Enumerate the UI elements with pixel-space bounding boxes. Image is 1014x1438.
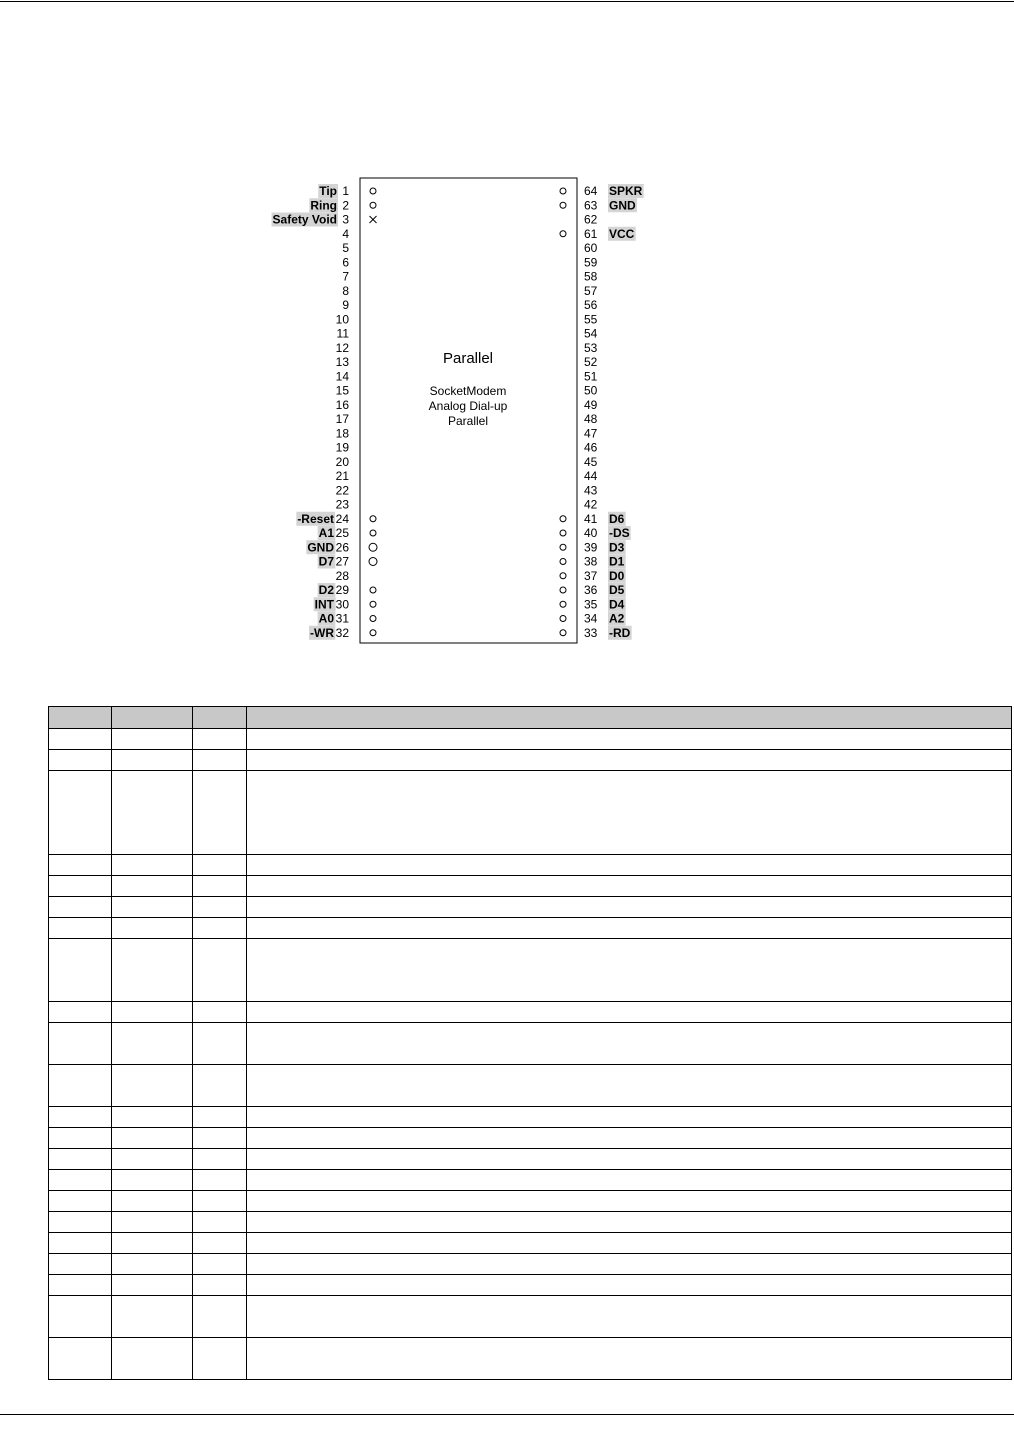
pin-label-right: SPKR bbox=[609, 184, 643, 198]
pin-number-left: 31 bbox=[335, 611, 349, 626]
pin-label-right: D4 bbox=[609, 597, 625, 612]
table-cell bbox=[193, 1107, 247, 1128]
table-cell bbox=[247, 939, 1012, 1002]
pin-description-table bbox=[48, 706, 1012, 1380]
table-cell bbox=[247, 1338, 1012, 1380]
table-row bbox=[49, 1002, 1012, 1023]
pin-number-left: 29 bbox=[335, 583, 349, 597]
table-cell bbox=[49, 1191, 112, 1212]
table-cell bbox=[112, 771, 193, 855]
pin-64-hole bbox=[560, 188, 566, 194]
pin-number-left: 2 bbox=[342, 198, 349, 213]
pin-label-left: GND bbox=[307, 540, 334, 555]
chip-title: Parallel bbox=[442, 350, 494, 367]
pin-number-right: 55 bbox=[584, 312, 598, 327]
pin-41-hole bbox=[560, 516, 566, 522]
pin-number-left: 23 bbox=[335, 497, 349, 512]
table-cell bbox=[193, 939, 247, 1002]
table-cell bbox=[193, 750, 247, 771]
table-row bbox=[49, 1296, 1012, 1338]
table-cell bbox=[247, 1233, 1012, 1254]
pin-label-right: GND bbox=[609, 198, 636, 213]
pin-37-hole bbox=[560, 573, 566, 579]
pin-number-left: 14 bbox=[335, 369, 349, 384]
table-cell bbox=[193, 876, 247, 897]
table-cell bbox=[112, 897, 193, 918]
table-cell bbox=[112, 1065, 193, 1107]
pin-number-right: 61 bbox=[584, 226, 598, 241]
pin-number-right: 54 bbox=[584, 326, 598, 341]
table-cell bbox=[49, 855, 112, 876]
pin-number-left: 27 bbox=[335, 554, 349, 569]
pin-36-hole bbox=[560, 587, 566, 593]
pin-40-hole bbox=[560, 530, 566, 536]
table-cell bbox=[112, 1275, 193, 1296]
table-cell bbox=[193, 1296, 247, 1338]
pin-number-right: 62 bbox=[584, 212, 598, 227]
table-row bbox=[49, 897, 1012, 918]
pin-number-right: 56 bbox=[584, 298, 598, 312]
table-cell bbox=[49, 750, 112, 771]
table-row bbox=[49, 1107, 1012, 1128]
pin-label-right: D0 bbox=[609, 568, 625, 583]
pin-3-void-marker bbox=[370, 216, 377, 223]
pin-number-right: 33 bbox=[584, 625, 598, 640]
table-cell bbox=[49, 1212, 112, 1233]
chip-subtitle-line: Analog Dial-up bbox=[428, 399, 508, 413]
pin-number-left: 20 bbox=[335, 454, 349, 469]
table-cell bbox=[247, 771, 1012, 855]
pin-number-left: 19 bbox=[335, 440, 349, 455]
header-cell bbox=[112, 707, 193, 729]
table-cell bbox=[193, 1128, 247, 1149]
pin-2-hole bbox=[370, 202, 376, 208]
pin-29-hole bbox=[370, 587, 376, 593]
table-cell bbox=[193, 1191, 247, 1212]
pin-label-left: D2 bbox=[318, 583, 334, 597]
header-cell bbox=[49, 707, 112, 729]
table-cell bbox=[247, 750, 1012, 771]
pin-number-right: 39 bbox=[584, 540, 598, 555]
pin-number-left: 10 bbox=[335, 312, 349, 327]
pin-label-right: D3 bbox=[609, 540, 625, 555]
table-row bbox=[49, 1233, 1012, 1254]
pin-27-hole bbox=[369, 558, 377, 566]
table-row bbox=[49, 1023, 1012, 1065]
pin-label-right: A2 bbox=[609, 611, 625, 626]
pin-number-right: 63 bbox=[584, 198, 598, 213]
bottom-rule bbox=[0, 1414, 1014, 1415]
table-row bbox=[49, 1275, 1012, 1296]
pin-number-left: 13 bbox=[335, 355, 349, 369]
header-cell bbox=[193, 707, 247, 729]
pin-number-right: 45 bbox=[584, 454, 598, 469]
table-cell bbox=[193, 1254, 247, 1275]
pin-39-hole bbox=[560, 544, 566, 550]
chip-subtitle-line: SocketModem bbox=[429, 384, 507, 398]
pin-number-left: 21 bbox=[335, 469, 349, 483]
pin-number-right: 42 bbox=[584, 497, 598, 512]
table-cell bbox=[247, 1002, 1012, 1023]
pin-38-hole bbox=[560, 559, 566, 565]
pin-number-right: 64 bbox=[584, 184, 598, 198]
pin-63-hole bbox=[560, 202, 566, 208]
table-cell bbox=[193, 918, 247, 939]
pin-number-right: 43 bbox=[584, 483, 598, 498]
pin-25-hole bbox=[370, 530, 376, 536]
table-cell bbox=[112, 918, 193, 939]
table-row bbox=[49, 1149, 1012, 1170]
pin-number-right: 44 bbox=[584, 469, 598, 483]
pin-number-right: 47 bbox=[584, 426, 598, 441]
pin-label-left: A1 bbox=[318, 526, 334, 540]
pin-label-left: -WR bbox=[310, 625, 334, 640]
pin-number-left: 6 bbox=[342, 255, 349, 270]
table-cell bbox=[112, 1002, 193, 1023]
pin-number-right: 50 bbox=[584, 383, 598, 398]
table-cell bbox=[247, 1254, 1012, 1275]
pin-number-right: 59 bbox=[584, 255, 598, 270]
table-row bbox=[49, 1065, 1012, 1107]
table-cell bbox=[193, 771, 247, 855]
table-cell bbox=[193, 1170, 247, 1191]
pin-number-right: 41 bbox=[584, 511, 598, 526]
table-cell bbox=[112, 876, 193, 897]
table-cell bbox=[193, 1212, 247, 1233]
table-cell bbox=[247, 1212, 1012, 1233]
pin-number-left: 17 bbox=[335, 412, 349, 426]
table-row bbox=[49, 729, 1012, 750]
pin-31-hole bbox=[370, 616, 376, 622]
table-cell bbox=[49, 1002, 112, 1023]
table-cell bbox=[193, 1275, 247, 1296]
pin-number-left: 30 bbox=[335, 597, 349, 612]
pin-number-left: 5 bbox=[342, 241, 349, 255]
table-row bbox=[49, 1191, 1012, 1212]
pin-24-hole bbox=[370, 516, 376, 522]
table-cell bbox=[49, 1233, 112, 1254]
pin-number-right: 38 bbox=[584, 554, 598, 569]
pin-label-right: -DS bbox=[609, 526, 630, 540]
table-cell bbox=[247, 1149, 1012, 1170]
table-cell bbox=[112, 1023, 193, 1065]
table-cell bbox=[49, 1023, 112, 1065]
pin-number-left: 28 bbox=[335, 568, 349, 583]
table-row bbox=[49, 876, 1012, 897]
pin-number-left: 18 bbox=[335, 426, 349, 441]
table-cell bbox=[112, 855, 193, 876]
pin-number-left: 12 bbox=[335, 340, 349, 355]
table-cell bbox=[193, 855, 247, 876]
table-cell bbox=[112, 1338, 193, 1380]
pinout-diagram bbox=[0, 0, 1014, 660]
pin-number-left: 9 bbox=[342, 298, 349, 312]
table-cell bbox=[112, 939, 193, 1002]
table-cell bbox=[49, 876, 112, 897]
table-cell bbox=[49, 1107, 112, 1128]
pin-32-hole bbox=[370, 630, 376, 636]
pin-number-right: 52 bbox=[584, 355, 598, 369]
pin-number-right: 58 bbox=[584, 269, 598, 284]
table-cell bbox=[193, 1065, 247, 1107]
pin-number-right: 40 bbox=[584, 526, 598, 540]
table-cell bbox=[49, 939, 112, 1002]
table-cell bbox=[193, 897, 247, 918]
table-cell bbox=[247, 1275, 1012, 1296]
table-cell bbox=[193, 729, 247, 750]
table-cell bbox=[247, 855, 1012, 876]
pin-33-hole bbox=[560, 630, 566, 636]
pin-label-left: INT bbox=[314, 597, 334, 612]
pin-label-right: -RD bbox=[609, 625, 631, 640]
pin-30-hole bbox=[370, 601, 376, 607]
table-row bbox=[49, 855, 1012, 876]
table-cell bbox=[112, 1128, 193, 1149]
table-cell bbox=[49, 1065, 112, 1107]
table-cell bbox=[247, 876, 1012, 897]
pin-number-left: 4 bbox=[342, 226, 349, 241]
table-cell bbox=[193, 1233, 247, 1254]
table-cell bbox=[247, 1296, 1012, 1338]
pin-26-hole bbox=[369, 543, 377, 551]
chip-subtitle-line: Parallel bbox=[447, 414, 489, 428]
table-cell bbox=[247, 918, 1012, 939]
table-cell bbox=[112, 1149, 193, 1170]
pin-label-right: D1 bbox=[609, 554, 625, 569]
table-row bbox=[49, 1128, 1012, 1149]
table-cell bbox=[193, 1023, 247, 1065]
table-row bbox=[49, 1338, 1012, 1380]
table-row bbox=[49, 1254, 1012, 1275]
table-cell bbox=[247, 1170, 1012, 1191]
pin-number-right: 57 bbox=[584, 283, 598, 298]
pin-label-left: Ring bbox=[310, 198, 337, 213]
table-cell bbox=[247, 729, 1012, 750]
pin-number-right: 48 bbox=[584, 412, 598, 426]
pin-number-right: 34 bbox=[584, 611, 598, 626]
table-row bbox=[49, 771, 1012, 855]
pin-number-left: 32 bbox=[335, 625, 349, 640]
pin-number-left: 26 bbox=[335, 540, 349, 555]
table-cell bbox=[247, 1107, 1012, 1128]
table-cell bbox=[112, 1254, 193, 1275]
pin-number-right: 51 bbox=[584, 369, 598, 384]
table-cell bbox=[247, 1128, 1012, 1149]
pin-number-right: 49 bbox=[584, 397, 598, 412]
table-cell bbox=[193, 1149, 247, 1170]
pin-number-left: 25 bbox=[335, 526, 349, 540]
table-cell bbox=[49, 1338, 112, 1380]
pin-number-right: 53 bbox=[584, 340, 598, 355]
pin-number-left: 1 bbox=[342, 184, 349, 198]
table-cell bbox=[193, 1338, 247, 1380]
table-row bbox=[49, 918, 1012, 939]
pin-number-right: 46 bbox=[584, 440, 598, 455]
table-cell bbox=[112, 750, 193, 771]
table-cell bbox=[112, 1170, 193, 1191]
table-cell bbox=[112, 1296, 193, 1338]
pin-label-left: Tip bbox=[319, 184, 337, 198]
pin-label-right: D5 bbox=[609, 583, 625, 597]
table-row bbox=[49, 1170, 1012, 1191]
table-cell bbox=[49, 771, 112, 855]
pin-number-right: 35 bbox=[584, 597, 598, 612]
pin-label-left: D7 bbox=[318, 554, 334, 569]
table-cell bbox=[49, 918, 112, 939]
pin-number-left: 24 bbox=[335, 511, 349, 526]
pin-number-right: 37 bbox=[584, 568, 598, 583]
pin-number-left: 11 bbox=[336, 326, 349, 341]
pin-label-right: VCC bbox=[609, 226, 635, 241]
table-cell bbox=[112, 1107, 193, 1128]
table-row bbox=[49, 1212, 1012, 1233]
pin-61-hole bbox=[560, 231, 566, 237]
table-cell bbox=[49, 1254, 112, 1275]
pin-label-left: Safety Void bbox=[272, 212, 337, 227]
pin-label-left: -Reset bbox=[297, 511, 334, 526]
pin-number-right: 60 bbox=[584, 241, 598, 255]
table-cell bbox=[49, 1275, 112, 1296]
table-cell bbox=[247, 897, 1012, 918]
pin-34-hole bbox=[560, 616, 566, 622]
table-cell bbox=[112, 1191, 193, 1212]
pin-label-right: D6 bbox=[609, 511, 625, 526]
table-header-row bbox=[49, 707, 1012, 729]
pin-number-left: 8 bbox=[342, 283, 349, 298]
pin-number-left: 3 bbox=[342, 212, 349, 227]
pin-number-left: 16 bbox=[335, 397, 349, 412]
pin-number-left: 15 bbox=[335, 383, 349, 398]
table-cell bbox=[247, 1023, 1012, 1065]
table-cell bbox=[49, 1128, 112, 1149]
table-cell bbox=[247, 1191, 1012, 1212]
table-cell bbox=[112, 1233, 193, 1254]
pin-label-left: A0 bbox=[318, 611, 334, 626]
pin-1-hole bbox=[370, 188, 376, 194]
header-cell bbox=[247, 707, 1012, 729]
pin-number-left: 7 bbox=[342, 269, 349, 284]
table-row bbox=[49, 750, 1012, 771]
table-cell bbox=[112, 1212, 193, 1233]
pin-35-hole bbox=[560, 601, 566, 607]
table-cell bbox=[49, 729, 112, 750]
pin-number-right: 36 bbox=[584, 583, 598, 597]
table-cell bbox=[49, 1170, 112, 1191]
table-cell bbox=[247, 1065, 1012, 1107]
table-cell bbox=[49, 897, 112, 918]
pin-number-left: 22 bbox=[335, 483, 349, 498]
table-cell bbox=[112, 729, 193, 750]
table-cell bbox=[49, 1149, 112, 1170]
table-row bbox=[49, 939, 1012, 1002]
table-cell bbox=[49, 1296, 112, 1338]
table-cell bbox=[193, 1002, 247, 1023]
